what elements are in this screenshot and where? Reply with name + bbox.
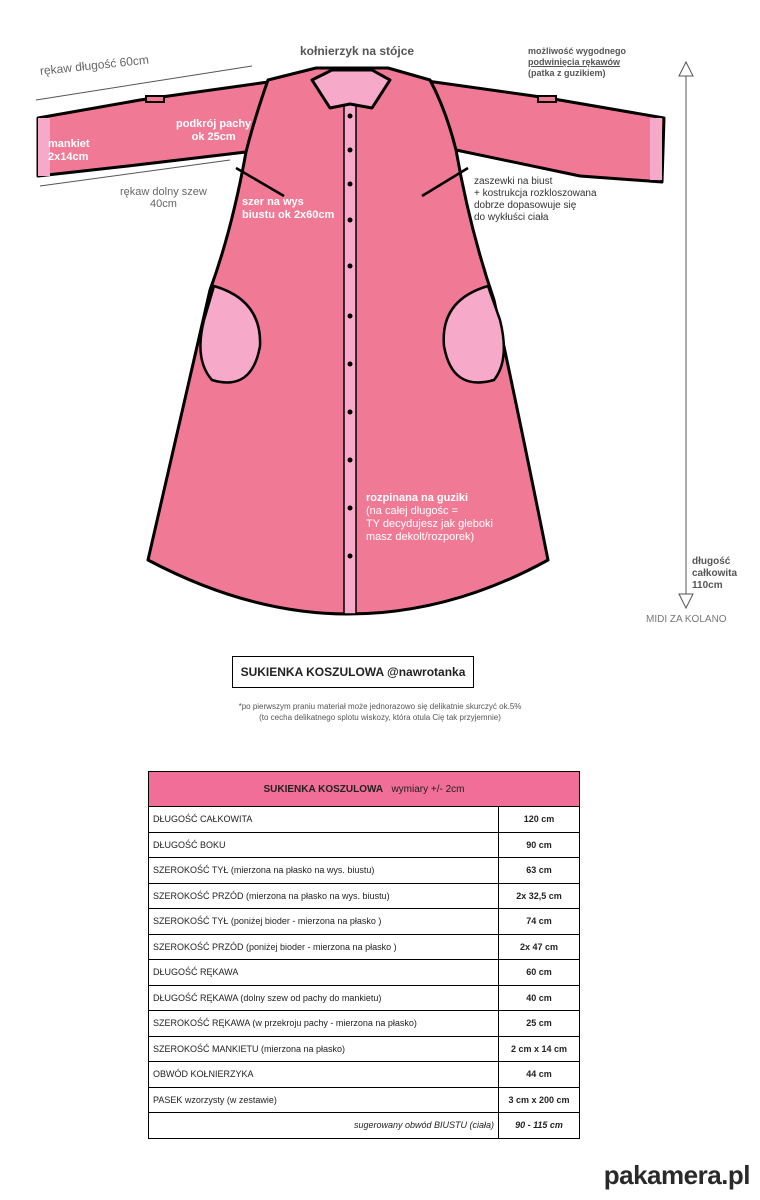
measurement-value: 44 cm <box>499 1062 580 1088</box>
buttons-line4: masz dekolt/rozporek) <box>366 531 475 543</box>
brand-logo: pakamera.pl <box>603 1160 750 1190</box>
darts-line2: + kostrukcja rozkloszowana <box>474 188 597 199</box>
measurement-label: DŁUGOŚĆ RĘKAWA (dolny szew od pachy do mankietu) <box>149 985 499 1011</box>
measurement-label: SZEROKOŚĆ PRZÓD (poniżej bioder - mierzona na płasko ) <box>149 934 499 960</box>
measurement-label: OBWÓD KOŁNIERZYKA <box>149 1062 499 1088</box>
cuff-line1: mankiet <box>48 138 90 150</box>
measurement-label: DŁUGOŚĆ RĘKAWA <box>149 960 499 986</box>
table-row <box>149 960 580 986</box>
product-title: SUKIENKA KOSZULOWA @nawrotanka <box>232 656 474 688</box>
roll-up-note <box>528 46 626 79</box>
buttons-note <box>366 492 493 544</box>
total-length-label <box>692 556 737 592</box>
table-header-subtitle: wymiary +/- 2cm <box>391 783 465 795</box>
buttons-line1: rozpinana na guziki <box>366 492 469 504</box>
measurement-value: 40 cm <box>499 985 580 1011</box>
darts-line1: zaszewki na biust <box>474 176 553 187</box>
table-row <box>149 985 580 1011</box>
right-cuff <box>650 118 662 180</box>
measurement-value: 2x 47 cm <box>499 934 580 960</box>
cuff-label <box>48 138 90 164</box>
measurement-value: 90 - 115 cm <box>499 1113 580 1139</box>
roll-up-line1: możliwość wygodnego <box>528 46 627 56</box>
roll-up-line2: podwinięcia rękawów <box>528 57 621 67</box>
measurement-value: 120 cm <box>499 807 580 833</box>
table-row <box>149 909 580 935</box>
size-table <box>148 771 580 1139</box>
bust-width-label <box>242 196 334 222</box>
measurement-label: SZEROKOŚĆ TYŁ (poniżej bioder - mierzona na płasko ) <box>149 909 499 935</box>
measurement-value: 3 cm x 200 cm <box>499 1087 580 1113</box>
darts-line4: do wykłuści ciała <box>474 212 549 223</box>
table-row <box>149 1011 580 1037</box>
measurement-label: SZEROKOŚĆ MANKIETU (mierzona na płasko) <box>149 1036 499 1062</box>
measurement-value: 2x 32,5 cm <box>499 883 580 909</box>
measurement-value: 63 cm <box>499 858 580 884</box>
darts-note <box>474 176 597 224</box>
bust-width-line1: szer na wys <box>242 196 304 208</box>
shrink-note-line1: *po pierwszym praniu materiał może jednorazowo się delikatnie skurczyć ok.5% <box>238 702 522 711</box>
table-row <box>149 883 580 909</box>
table-row <box>149 807 580 833</box>
left-sleeve-tab <box>146 96 164 102</box>
button-placket <box>344 104 356 614</box>
measurement-value: 2 cm x 14 cm <box>499 1036 580 1062</box>
buttons-line2: (na całej długośc = <box>366 505 459 517</box>
measurement-label: DŁUGOŚĆ CAŁKOWITA <box>149 807 499 833</box>
measurement-label: SZEROKOŚĆ PRZÓD (mierzona na płasko na wys. biustu) <box>149 883 499 909</box>
shrink-note-line2: (to cecha delikatnego splotu wiskozy, która otula Cię tak przyjemnie) <box>259 713 501 722</box>
right-sleeve-tab <box>538 96 556 102</box>
buttons-line3: TY decydujesz jak głeboki <box>366 518 493 530</box>
table-row-bust <box>149 1113 580 1139</box>
measurement-label: PASEK wzorzysty (w zestawie) <box>149 1087 499 1113</box>
sleeve-seam-line1: rękaw dolny szew <box>120 186 207 198</box>
table-header-title: SUKIENKA KOSZULOWA <box>263 783 384 795</box>
table-row <box>149 858 580 884</box>
measurement-value: 74 cm <box>499 909 580 935</box>
sleeve-length-label: rękaw długość 60cm <box>39 52 150 78</box>
collar-label: kołnierzyk na stójce <box>300 44 415 58</box>
measurement-label: sugerowany obwód BIUSTU (ciała) <box>149 1113 499 1139</box>
measurement-label: SZEROKOŚĆ TYŁ (mierzona na płasko na wys. biustu) <box>149 858 499 884</box>
total-length-line3: 110cm <box>692 580 723 591</box>
table-header-cell <box>149 772 580 807</box>
armhole-line2: ok 25cm <box>191 131 236 143</box>
sleeve-seam-label <box>120 186 207 210</box>
measurement-label: SZEROKOŚĆ RĘKAWA (w przekroju pachy - mierzona na płasko) <box>149 1011 499 1037</box>
table-header <box>149 772 580 807</box>
length-arrow <box>679 62 693 608</box>
table-row <box>149 832 580 858</box>
total-length-line1: długość <box>692 556 731 567</box>
table-row <box>149 1087 580 1113</box>
cuff-line2: 2x14cm <box>48 151 89 163</box>
table-row <box>149 1062 580 1088</box>
measurement-value: 90 cm <box>499 832 580 858</box>
measurement-value: 25 cm <box>499 1011 580 1037</box>
measurement-label: DŁUGOŚĆ BOKU <box>149 832 499 858</box>
total-length-line2: całkowita <box>692 568 738 579</box>
roll-up-line3: (patka z guzikiem) <box>528 68 606 78</box>
table-row <box>149 934 580 960</box>
measurement-value: 60 cm <box>499 960 580 986</box>
sleeve-seam-line2: 40cm <box>149 198 177 210</box>
armhole-line1: podkrój pachy <box>176 118 252 130</box>
table-row <box>149 1036 580 1062</box>
armhole-label <box>176 118 251 144</box>
darts-line3: dobrze dopasowuje się <box>474 200 577 211</box>
midi-label: MIDI ZA KOLANO <box>646 614 727 625</box>
bust-width-line2: biustu ok 2x60cm <box>242 209 335 221</box>
